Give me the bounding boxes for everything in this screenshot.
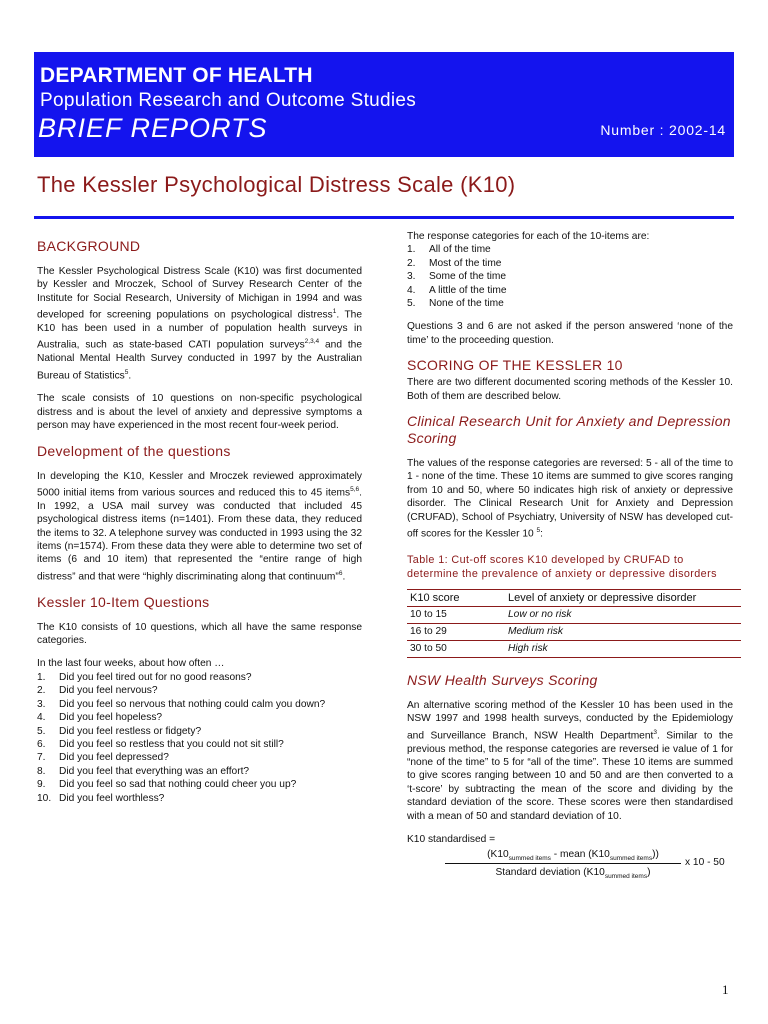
standardisation-formula — [407, 833, 733, 883]
development-heading: Development of the questions — [37, 442, 231, 459]
fraction-bar — [445, 863, 681, 864]
title-divider — [34, 216, 734, 219]
response-intro: The response categories for each of the 10-items are: — [407, 231, 650, 242]
question-item: 7. Did you feel depressed? — [37, 752, 169, 764]
department-subtitle: Population Research and Outcome Studies — [40, 90, 417, 111]
question-item: 9. Did you feel so sad that nothing could cheer you up? — [37, 779, 297, 791]
score-cell: 16 to 29 — [407, 623, 505, 640]
series-title: BRIEF REPORTS — [38, 113, 268, 143]
level-cell: High risk — [505, 640, 741, 657]
formula-tail: x 10 - 50 — [685, 856, 725, 868]
crufad-paragraph: The values of the response categories are reversed: 5 - all of the time to 1 - none of the time. These 10 items are summed to give scores ranging from 10 and 50, where 50 indicates high risk of anxiety or depressive disorder. The Clinical Research Unit for Anxiety and Depression (CRUFAD), School of Psychiatry, University of NSW has developed cut-off scores for the Kessler 10 $^5$: — [407, 458, 733, 540]
question-item: 3. Did you feel so nervous that nothing could calm you down? — [37, 698, 326, 710]
cutoff-table — [407, 589, 741, 658]
formula-denominator: Standard deviation $(K10_{summed items})$ — [495, 866, 651, 880]
scoring-intro: There are two different documented scoring methods of the Kessler 10. Both of them are described below. — [407, 377, 733, 402]
level-cell: Medium risk — [505, 623, 741, 640]
level-cell: Low or no risk — [505, 606, 741, 623]
response-item: 1. All of the time — [407, 244, 491, 256]
background-paragraph-1: The Kessler Psychological Distress Scale (K10) was first documented by Kessler and Mroczek, School of Survey Research Center of the Institute for Social Research, University of Michigan in 1994 and was developed for screening populations on psychological distress$^1$. The K10 has been used in a number of population health surveys in Australia, such as state-based CATI population surveys$^{2,3,4}$ and the National Mental Health Survey conducted in 1997 by the Australian Bureau of Statistics$^5$. — [37, 266, 363, 382]
table-row — [407, 640, 741, 657]
table-row — [407, 623, 741, 640]
column-header-score: K10 score — [407, 589, 505, 606]
column-header-level: Level of anxiety or depressive disorder — [505, 589, 741, 606]
score-cell: 30 to 50 — [407, 640, 505, 657]
page-title: The Kessler Psychological Distress Scale (K10) — [37, 172, 516, 197]
question-item: 8. Did you feel that everything was an effort? — [37, 765, 250, 777]
questions-3-6-note: Questions 3 and 6 are not asked if the person answered ‘none of the time’ to the proceeding question. — [407, 321, 733, 346]
right-column — [407, 230, 733, 883]
crufad-heading: Clinical Research Unit for Anxiety and Depression Scoring — [407, 413, 731, 447]
response-item: 5. None of the time — [407, 298, 504, 310]
question-item: 6. Did you feel so restless that you could not sit still? — [37, 738, 284, 750]
formula-numerator: ($K10_{summed items}$ - mean $(K10_{summed items})$) — [487, 848, 659, 862]
table-row — [407, 606, 741, 623]
table-header-row — [407, 589, 741, 606]
response-list — [407, 243, 733, 310]
question-item: 2. Did you feel nervous? — [37, 685, 158, 697]
response-item: 3. Some of the time — [407, 271, 507, 283]
response-item: 4. A little of the time — [407, 284, 507, 296]
department-name: DEPARTMENT OF HEALTH — [40, 64, 313, 87]
background-paragraph-2: The scale consists of 10 questions on non-specific psychological distress and is about the level of anxiety and depressive symptoms a person may have experienced in the most recent four-week period. — [37, 393, 362, 432]
k10-questions-heading: Kessler 10-Item Questions — [37, 593, 210, 610]
question-item: 4. Did you feel hopeless? — [37, 712, 163, 724]
development-paragraph: In developing the K10, Kessler and Mroczek reviewed approximately 5000 initial items from various sources and reduced this to 45 items$^{5,6}$. In 1992, a USA mail survey was conducted that included 45 psychological distress items (n=1401). From these data, they reduced the items to 32. A telephone survey was conducted in 1993 using the 32 items (n=1574). From these data they were able to determine two set of items (6 and 10 item) that represented the “entire range of high distress” and that were “highly discriminating along that continuum”$^6$. — [37, 470, 362, 583]
page-number: 1 — [722, 982, 729, 997]
question-list — [37, 671, 362, 805]
left-column — [37, 230, 362, 805]
nsw-heading: NSW Health Surveys Scoring — [407, 671, 598, 688]
score-cell: 10 to 15 — [407, 606, 505, 623]
scoring-heading: SCORING OF THE KESSLER 10 — [407, 357, 623, 374]
question-item: 10. Did you feel worthless? — [37, 792, 165, 804]
questions-lead: In the last four weeks, about how often … — [37, 658, 225, 670]
question-item: 1. Did you feel tired out for no good reasons? — [37, 671, 252, 683]
background-heading: BACKGROUND — [37, 238, 141, 254]
report-banner — [34, 52, 734, 157]
question-item: 5. Did you feel restless or fidgety? — [37, 725, 202, 737]
k10-intro: The K10 consists of 10 questions, which all have the same response categories. — [37, 621, 362, 647]
table-caption: Table 1: Cut-off scores K10 developed by CRUFAD to determine the prevalence of anxiety or depressive disorders — [407, 553, 717, 580]
report-number: Number : 2002-14 — [600, 122, 726, 138]
response-item: 2. Most of the time — [407, 257, 502, 269]
formula-label: K10 standardised = — [407, 833, 496, 845]
nsw-paragraph: An alternative scoring method of the Kessler 10 has been used in the NSW 1997 and 1998 health surveys, conducted by the Epidemiology and Surveillance Branch, NSW Health Department$^3$. Similar to the previous method, the response categories are reversed ie value of 1 for “none of the time” to 5 for “all of the time”. These 10 items are summed to give scores ranging between 10 and 50 and are then converted to a ‘t-score’ by subtracting the mean of the score and dividing by the standard deviation of the score. These scores were then standardised with a mean of 50 and standard deviation of 10. — [407, 699, 733, 822]
